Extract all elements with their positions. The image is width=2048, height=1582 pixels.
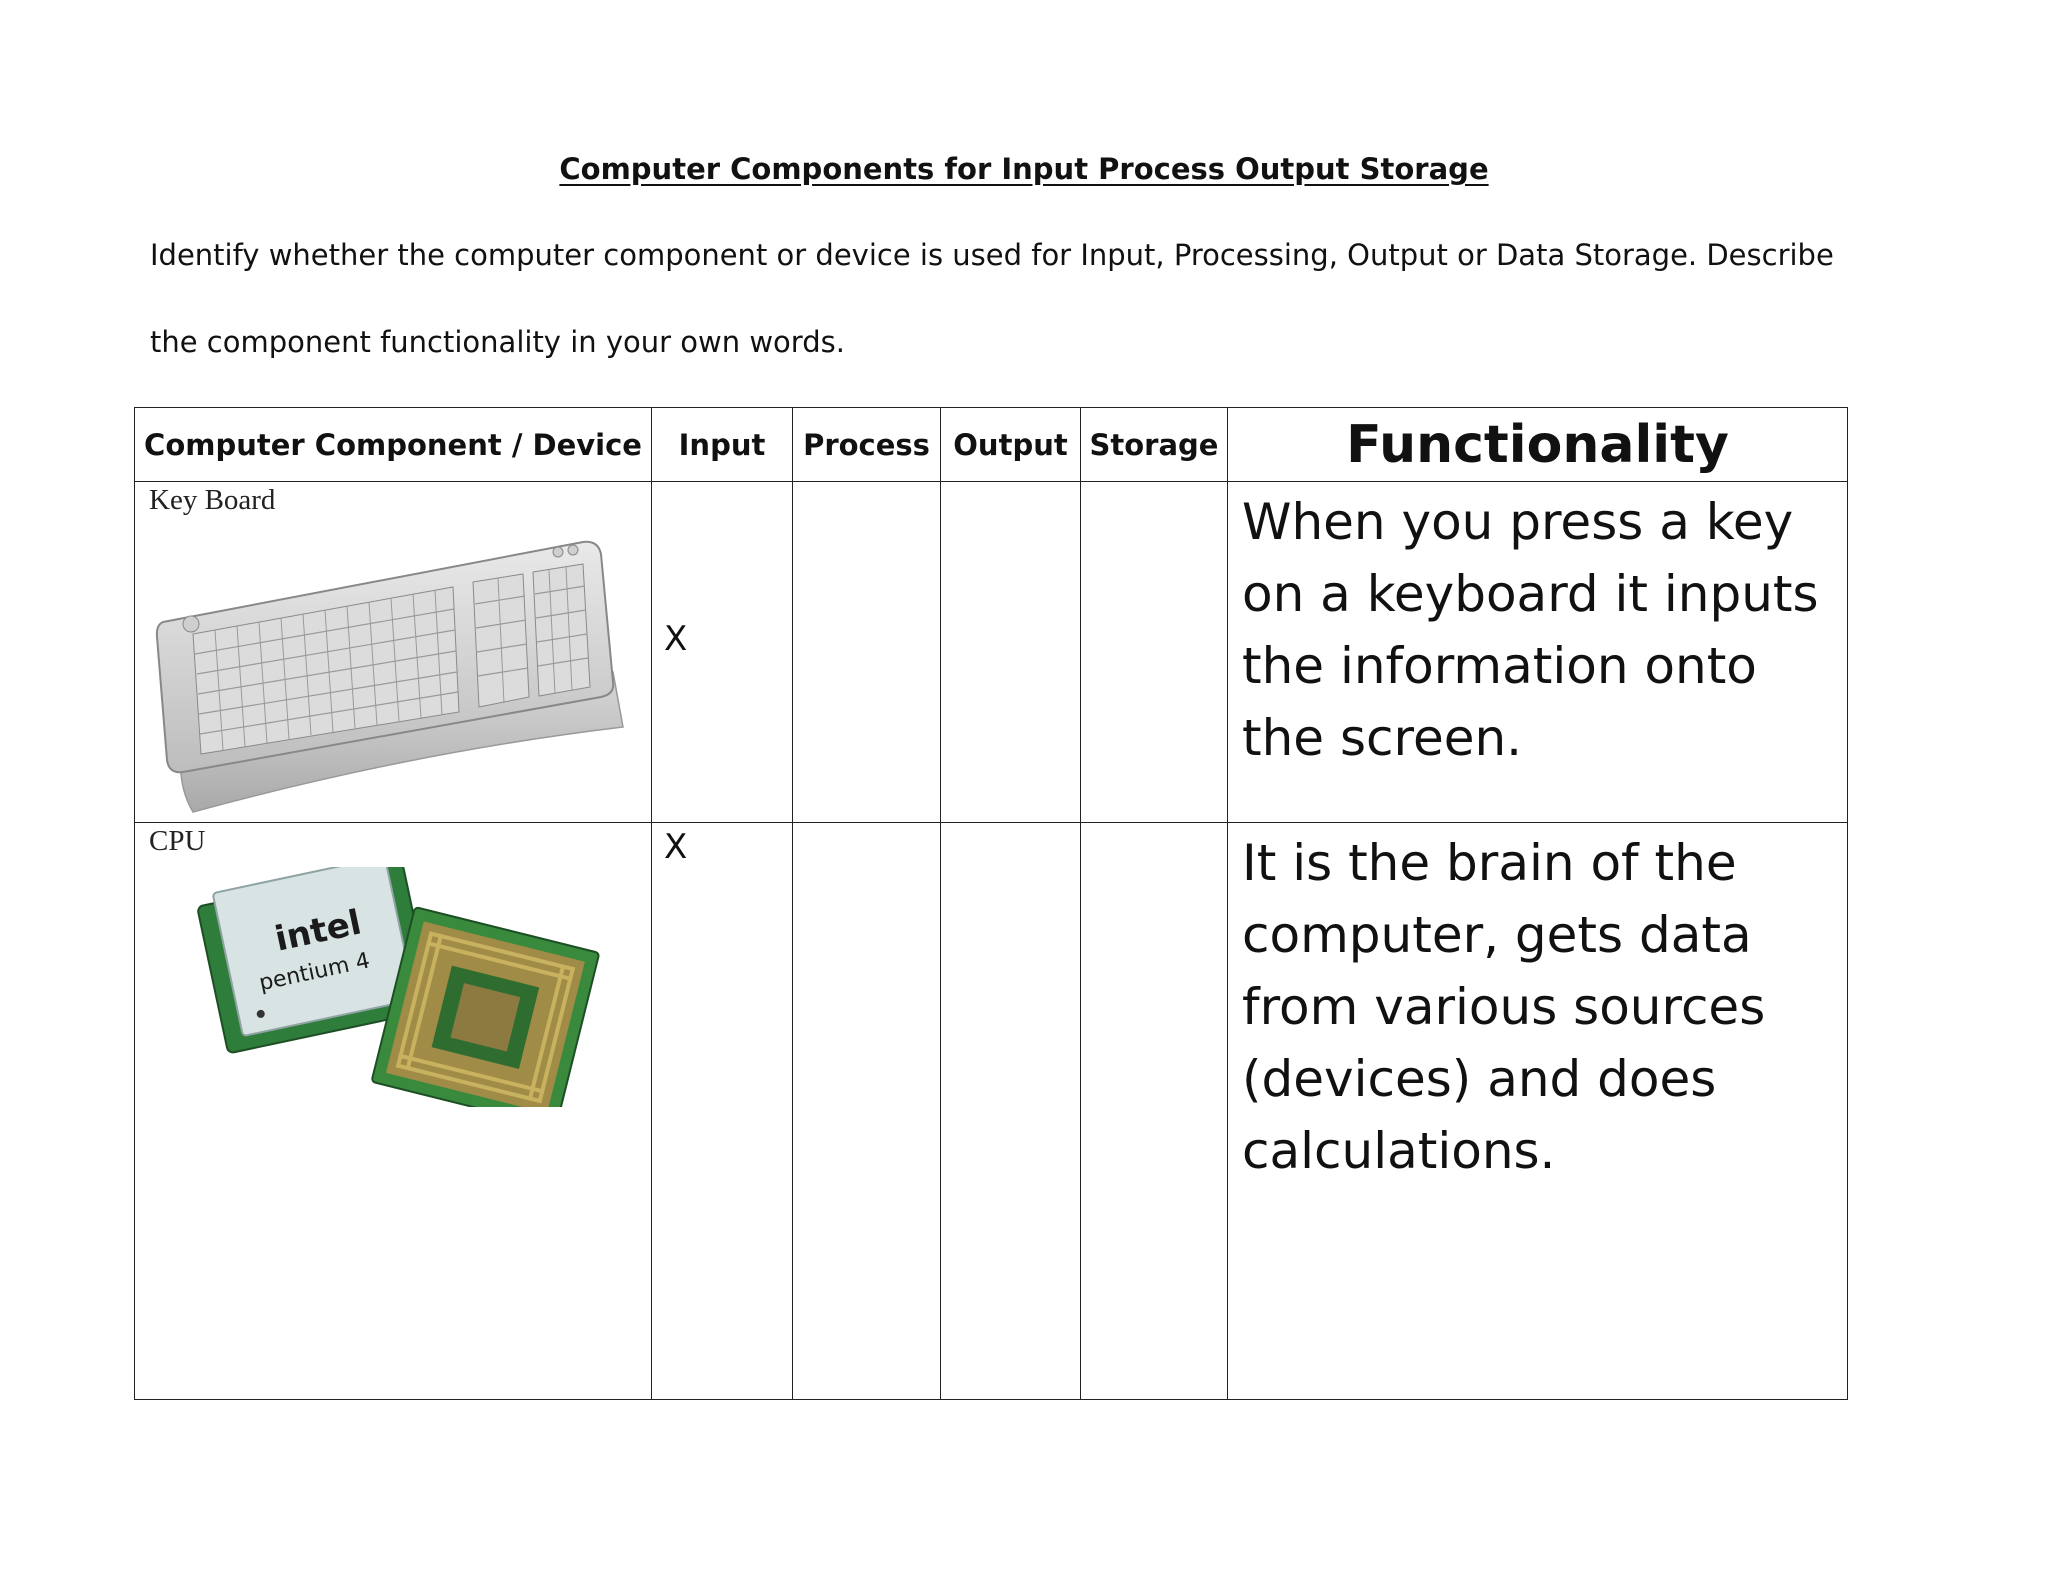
cpu-image [165, 867, 635, 1107]
header-process: Process [793, 408, 941, 482]
keyboard-image [153, 522, 653, 822]
device-label: Key Board [149, 484, 276, 516]
functionality-text: It is the brain of the computer, gets data from various sources (devices) and does calculations. [1242, 834, 1766, 1180]
functionality-text: When you press a key on a keyboard it inputs the information onto the screen. [1242, 493, 1819, 767]
storage-cell [1081, 482, 1228, 823]
header-output: Output [941, 408, 1081, 482]
instructions-line-2: the component functionality in your own words. [150, 325, 845, 359]
device-label: CPU [149, 825, 206, 857]
header-input: Input [652, 408, 793, 482]
header-row [135, 408, 1848, 482]
header-storage: Storage [1081, 408, 1228, 482]
input-mark: X [664, 827, 688, 867]
input-mark: X [664, 619, 688, 659]
header-device: Computer Component / Device [135, 408, 652, 482]
pentium-4-label: pentium 4 [256, 948, 373, 997]
table-row [135, 823, 1848, 1400]
storage-cell [1081, 823, 1228, 1400]
intel-logo: intel [271, 902, 365, 960]
device-cell [135, 823, 652, 1400]
device-cell [135, 482, 652, 823]
functionality-cell [1228, 482, 1848, 823]
process-cell [793, 482, 941, 823]
table-row [135, 482, 1848, 823]
page-title: Computer Components for Input Process Output Storage [559, 152, 1489, 186]
instructions-line-1: Identify whether the computer component or device is used for Input, Processing, Output or Data Storage. Describe [150, 238, 1834, 272]
output-cell [941, 823, 1081, 1400]
output-cell [941, 482, 1081, 823]
components-table [134, 407, 1848, 1400]
input-cell [652, 482, 793, 823]
process-cell [793, 823, 941, 1400]
header-functionality: Functionality [1228, 408, 1848, 482]
functionality-cell [1228, 823, 1848, 1400]
input-cell [652, 823, 793, 1400]
